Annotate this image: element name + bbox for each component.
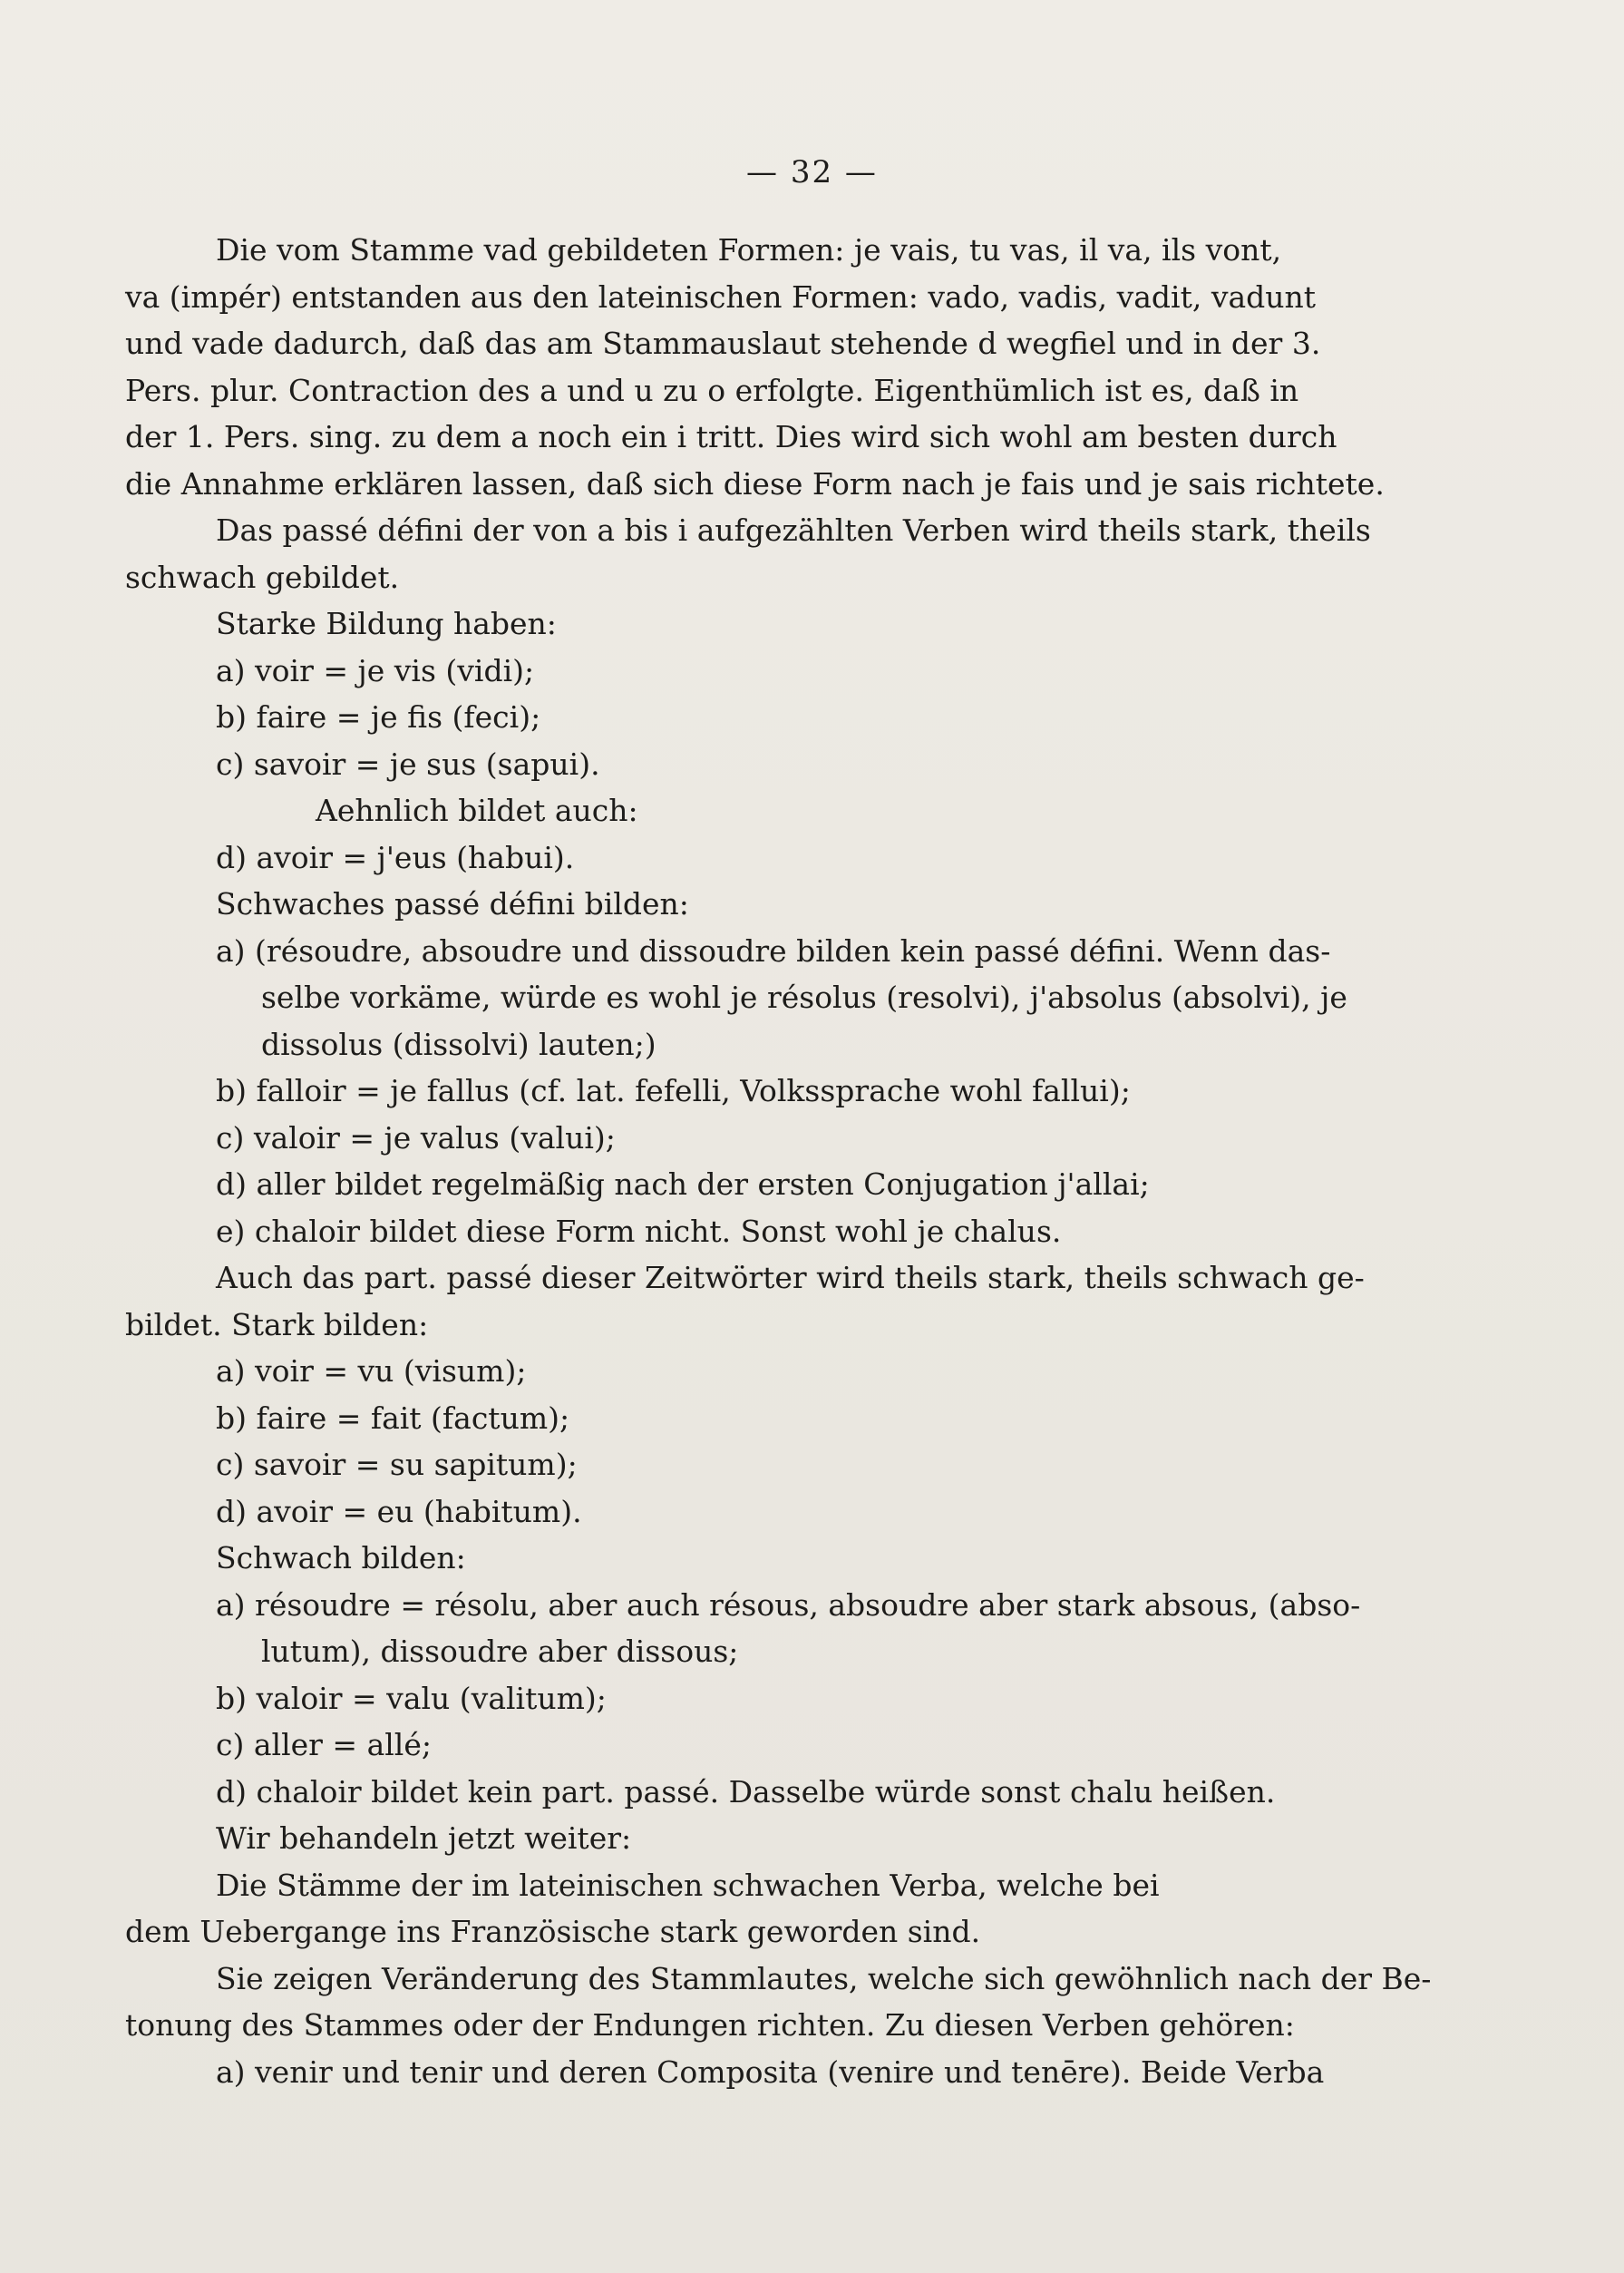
list-item-continuation: selbe vorkäme, würde es wohl je résolus (resolvi), j'absolus (absolvi), je — [261, 980, 1347, 1015]
text-line: va (impér) entstanden aus den lateinischen Formen: vado, vadis, vadit, vadunt — [125, 278, 1317, 315]
text-line: Die vom Stamme vad gebildeten Formen: je vais, tu vas, il va, ils vont, — [216, 232, 1282, 268]
list-item: e) chaloir bildet diese Form nicht. Sonst wohl je chalus. — [216, 1213, 1062, 1249]
text-line: Auch das part. passé dieser Zeitwörter wird theils stark, theils schwach ge- — [216, 1260, 1365, 1295]
list-item: b) falloir = je fallus (cf. lat. fefelli, Volkssprache wohl fallui); — [216, 1073, 1131, 1108]
list-item-continuation: lutum), dissoudre aber dissous; — [261, 1634, 739, 1669]
list-item: a) résoudre = résolu, aber auch résous, absoudre aber stark absous, (abso- — [216, 1586, 1361, 1623]
text-line: die Annahme erklären lassen, daß sich diese Form nach je fais und je sais richtete. — [125, 465, 1385, 502]
section-heading: Schwach bilden: — [216, 1540, 466, 1575]
list-item: a) venir und tenir und deren Composita (venire und tenēre). Beide Verba — [216, 2054, 1325, 2090]
page-number: — 32 — — [746, 154, 878, 190]
list-item: d) avoir = j'eus (habui). — [216, 839, 575, 875]
text-line: schwach gebildet. — [125, 559, 400, 595]
section-title: Die Stämme der im lateinischen schwachen Verba, welche bei — [216, 1867, 1160, 1903]
section-heading: Schwaches passé défini bilden: — [216, 886, 689, 922]
list-item: d) aller bildet regelmäßig nach der ersten Conjugation j'allai; — [216, 1166, 1150, 1202]
text-line: der 1. Pers. sing. zu dem a noch ein i tritt. Dies wird sich wohl am besten durch — [125, 419, 1337, 454]
list-item: d) avoir = eu (habitum). — [216, 1493, 582, 1529]
text-line: Wir behandeln jetzt weiter: — [216, 1820, 632, 1856]
list-item: c) savoir = je sus (sapui). — [216, 746, 600, 782]
list-item: d) chaloir bildet kein part. passé. Dasselbe würde sonst chalu heißen. — [216, 1773, 1276, 1810]
text-line: tonung des Stammes oder der Endungen richten. Zu diesen Verben gehören: — [125, 2007, 1295, 2043]
text-line: Pers. plur. Contraction des a und u zu o erfolgte. Eigenthümlich ist es, daß in — [125, 372, 1299, 408]
list-item: c) aller = allé; — [216, 1727, 432, 1762]
section-heading: Starke Bildung haben: — [216, 606, 557, 641]
text-line: bildet. Stark bilden: — [125, 1306, 429, 1342]
section-title: dem Uebergange ins Französische stark geworden sind. — [125, 1914, 981, 1949]
list-item: c) valoir = je valus (valui); — [216, 1119, 616, 1156]
list-item: a) (résoudre, absoudre und dissoudre bilden kein passé défini. Wenn das- — [216, 932, 1331, 969]
text-line: und vade dadurch, daß das am Stammauslaut stehende d wegfiel und in der 3. — [125, 326, 1321, 361]
list-item: a) voir = je vis (vidi); — [216, 652, 535, 688]
list-item: b) faire = je fis (feci); — [216, 699, 541, 735]
list-item: a) voir = vu (visum); — [216, 1353, 527, 1389]
list-item-continuation: dissolus (dissolvi) lauten;) — [261, 1026, 656, 1062]
text-line: Das passé défini der von a bis i aufgezählten Verben wird theils stark, theils — [216, 512, 1371, 548]
text-line: Aehnlich bildet auch: — [316, 793, 638, 828]
list-item: b) faire = fait (factum); — [216, 1400, 570, 1436]
list-item: b) valoir = valu (valitum); — [216, 1680, 607, 1716]
body-text — [125, 227, 1503, 2095]
list-item: c) savoir = su sapitum); — [216, 1447, 578, 1482]
text-line: Sie zeigen Veränderung des Stammlautes, welche sich gewöhnlich nach der Be- — [216, 1960, 1432, 1996]
